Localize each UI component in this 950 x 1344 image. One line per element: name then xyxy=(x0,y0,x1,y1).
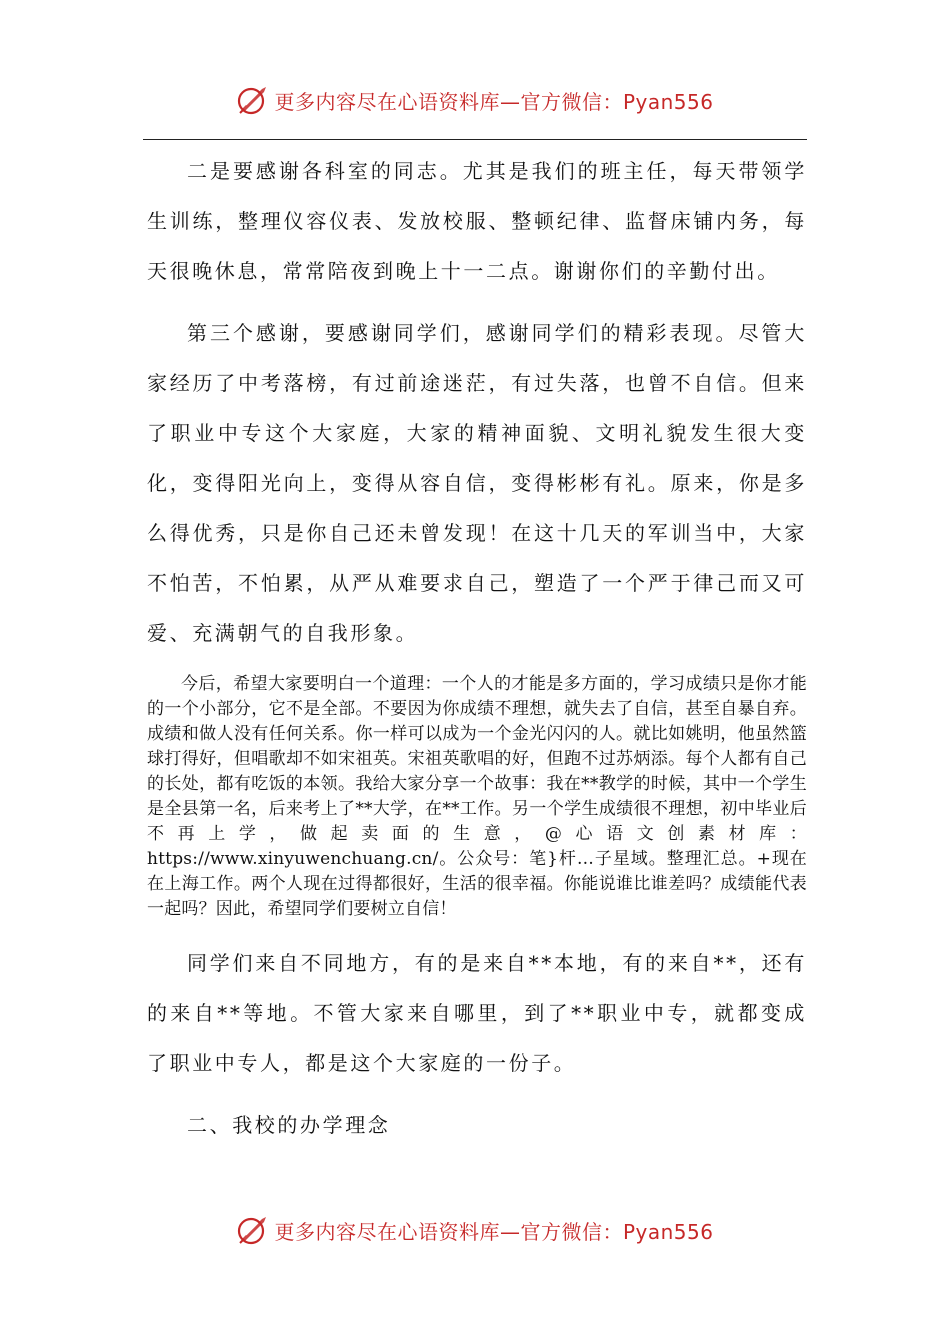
quill-logo-icon xyxy=(236,83,270,117)
paragraph-origins: 同学们来自不同地方，有的是来自**本地，有的来自**，还有的来自**等地。不管大家来自哪里，到了**职业中专，就都变成了职业中专人，都是这个大家庭的一份子。 xyxy=(147,951,807,1075)
paragraph-thanks-students: 第三个感谢，要感谢同学们，感谢同学们的精彩表现。尽管大家经历了中考落榜，有过前途迷茫，有过失落，也曾不自信。但来了职业中专这个大家庭，大家的精神面貌、文明礼貌发生很大变化，变得阳光向上，变得从容自信，变得彬彬有礼。原来，你是多么得优秀，只是你自己还未曾发现！在这十几天的军训当中，大家不怕苦，不怕累，从严从难要求自己，塑造了一个严于律己而又可爱、充满朝气的自我形象。 xyxy=(147,321,807,645)
header-banner xyxy=(0,80,950,120)
footer-banner xyxy=(0,1210,950,1250)
paragraph-thanks-staff: 二是要感谢各科室的同志。尤其是我们的班主任，每天带领学生训练，整理仪容仪表、发放校服、整顿纪律、监督床铺内务，每天很晚休息，常常陪夜到晚上十一二点。谢谢你们的辛勤付出。 xyxy=(147,159,807,283)
header-divider xyxy=(143,139,807,140)
quill-logo-icon xyxy=(236,1213,270,1247)
header-banner-text: 更多内容尽在心语资料库—官方微信：Pyan556 xyxy=(274,89,714,114)
section-heading-philosophy: 二、我校的办学理念 xyxy=(187,1113,391,1137)
footer-banner-text: 更多内容尽在心语资料库—官方微信：Pyan556 xyxy=(274,1219,714,1244)
paragraph-talent: 今后，希望大家要明白一个道理：一个人的才能是多方面的，学习成绩只是你才能的一个小部分，它不是全部。不要因为你成绩不理想，就失去了自信，甚至自暴自弃。成绩和做人没有任何关系。你一样可以成为一个金光闪闪的人。就比如姚明，他虽然篮球打得好，但唱歌却不如宋祖英。宋祖英歌唱的好，但跑不过苏炳添。每个人都有自己的长处，都有吃饭的本领。我给大家分享一个故事：我在**教学的时候，其中一个学生是全县第一名，后来考上了**大学，在**工作。另一个学生成绩很不理想，初中毕业后不再上学，做起卖面的生意，@心语文创素材库：https://www.xinyuwenchuang.cn/。公众号：笔}杆…子星域。整理汇总。+现在在上海工作。两个人现在过得都很好，生活的很幸福。你能说谁比谁差吗？成绩能代表一起吗？因此，希望同学们要树立自信！ xyxy=(147,674,807,919)
document-body xyxy=(147,146,807,1150)
